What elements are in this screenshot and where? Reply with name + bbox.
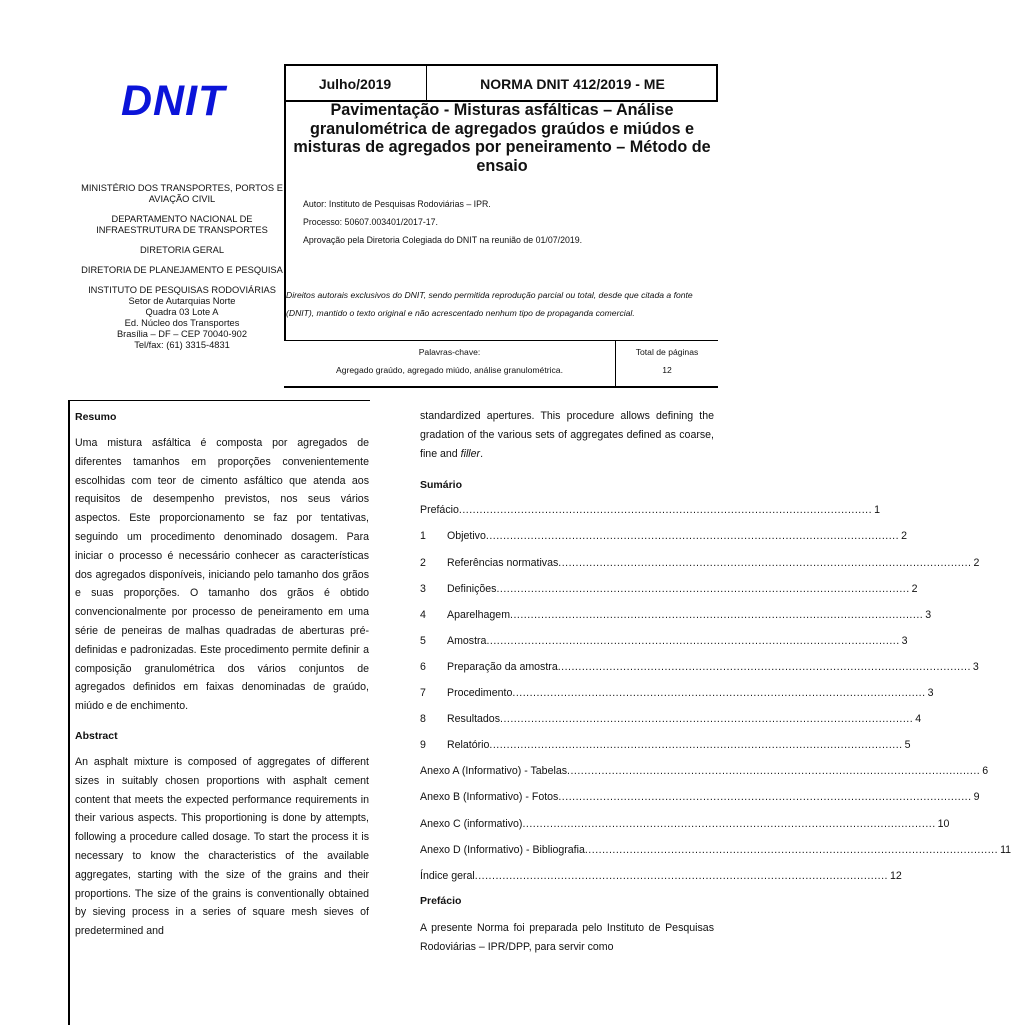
toc-item[interactable] xyxy=(420,632,908,658)
toc-item[interactable] xyxy=(420,501,880,527)
toc-leader-dots: ........................................................................................................................ xyxy=(500,713,914,726)
toc-item-page: 4 xyxy=(915,713,922,726)
copyright-notice: Direitos autorais exclusivos do DNIT, sendo permitida reprodução parcial ou total, desde que citada a fonte (DNIT), mantido o texto original e não acrescentado nenhum tipo de propaganda comercial. xyxy=(286,290,693,318)
total-pages-cell xyxy=(616,341,718,386)
toc-leader-dots: ........................................................................................................................ xyxy=(489,739,903,752)
toc-item-page: 2 xyxy=(973,556,980,569)
toc-item-number: 5 xyxy=(420,634,426,647)
table-of-contents xyxy=(420,501,1011,892)
address-line: Setor de Autarquias Norte xyxy=(128,296,236,306)
toc-item[interactable] xyxy=(420,762,989,788)
toc-item[interactable] xyxy=(420,710,922,736)
toc-item-label: Anexo C (informativo) xyxy=(420,817,523,830)
toc-leader-dots: ........................................................................................................................ xyxy=(567,765,981,778)
right-column xyxy=(420,407,1011,964)
toc-item[interactable] xyxy=(420,684,934,710)
author-line: Autor: Instituto de Pesquisas Rodoviárias – IPR. xyxy=(303,199,491,209)
resumo-text: Uma mistura asfáltica é composta por agregados de diferentes tamanhos em proporções convenientemente escolhidas com teor de cimento asfáltico que atenda aos requisitos de desempenho previstos, nos seus vários aspectos. Este proporcionamento se faz por tentativas, seguindo um procedimento denominado dosagem. Para iniciar o processo é necessário conhecer as características dos agregados disponíveis, iniciando pelo tamanho dos grãos e suas proporções. O tamanho dos grãos é obtido convencionalmente por processo de peneiramento em uma série de peneiras de malhas quadradas de aberturas pré-definidas e padronizadas. Este procedimento permite definir a composição granulométrica dos vários conjuntos de agregados definidos em faixas denominadas de graúdo, miúdo e de enchimento. xyxy=(75,437,369,713)
toc-item-number: 1 xyxy=(420,530,426,543)
toc-item-label: Prefácio xyxy=(420,504,459,517)
address-line: Tel/fax: (61) 3315-4831 xyxy=(134,340,230,350)
toc-item-number: 3 xyxy=(420,582,426,595)
toc-item-label: Relatório xyxy=(447,739,490,752)
abstract-continuation-text: standardized apertures. This procedure allows defining the gradation of the various sets of aggregates defined as coarse, fine and xyxy=(420,410,714,460)
toc-item-label: Definições xyxy=(447,582,497,595)
toc-item[interactable] xyxy=(420,527,907,553)
address-line: Quadra 03 Lote A xyxy=(145,307,219,317)
toc-item-number: 7 xyxy=(420,687,426,700)
ministry-block xyxy=(76,183,288,351)
toc-leader-dots: ........................................................................................................................ xyxy=(486,634,900,647)
toc-item-number: 6 xyxy=(420,660,426,673)
toc-leader-dots: ........................................................................................................................ xyxy=(522,817,936,830)
toc-leader-dots: ........................................................................................................................ xyxy=(485,530,900,543)
keywords-value: Agregado graúdo, agregado miúdo, análise granulométrica. xyxy=(336,365,563,375)
ministry-line: DIRETORIA GERAL xyxy=(139,245,225,255)
toc-item-page: 3 xyxy=(925,608,932,621)
header-right-border xyxy=(716,64,718,102)
toc-item-number: 8 xyxy=(420,713,426,726)
toc-item-number: 9 xyxy=(420,739,426,752)
ministry-line: MINISTÉRIO DOS TRANSPORTES, PORTOS E AVIAÇÃO CIVIL xyxy=(81,183,283,204)
toc-leader-dots: ........................................................................................................................ xyxy=(558,791,972,804)
toc-item[interactable] xyxy=(420,736,911,762)
toc-item-number: 2 xyxy=(420,556,426,569)
keywords-label: Palavras-chave: xyxy=(418,347,481,357)
abstract-text: An asphalt mixture is composed of aggregates of different sizes in suitably chosen proportions with asphalt cement content that meets the expected performance requirements in their various aspects. This proportioning is done by attempts, following a procedure called dosage. To start the process it is necessary to know the characteristics of the available aggregates, starting with the size of the grains and their proportions. The size of the grains is conventionally obtained by sieving process in a series of square mesh sieves of predetermined and xyxy=(75,755,369,938)
toc-item-page: 6 xyxy=(982,765,989,778)
toc-item[interactable] xyxy=(420,606,932,632)
toc-item-page: 3 xyxy=(972,660,979,673)
total-pages-label: Total de páginas xyxy=(635,347,699,357)
toc-item[interactable] xyxy=(420,815,950,841)
toc-item[interactable] xyxy=(420,554,980,580)
toc-item-page: 2 xyxy=(901,530,907,543)
toc-item-page: 5 xyxy=(904,739,911,752)
approval-line: Aprovação pela Diretoria Colegiada do DNIT na reunião de 01/07/2019. xyxy=(303,235,583,245)
address-block xyxy=(76,296,288,351)
toc-leader-dots: ........................................................................................................................ xyxy=(510,608,924,621)
toc-leader-dots: ........................................................................................................................ xyxy=(458,504,873,517)
toc-item-page: 1 xyxy=(874,504,880,517)
abstract-heading: Abstract xyxy=(75,729,118,742)
toc-item-number: 4 xyxy=(420,608,426,621)
toc-item-page: 9 xyxy=(973,791,980,804)
toc-item-label: Anexo D (Informativo) - Bibliografia xyxy=(420,843,585,856)
toc-item[interactable] xyxy=(420,580,918,606)
resumo-heading: Resumo xyxy=(75,411,117,423)
keywords-cell xyxy=(284,341,616,386)
toc-item-label: Aparelhagem xyxy=(447,608,511,621)
total-pages-value: 12 xyxy=(662,365,672,375)
toc-leader-dots: ........................................................................................................................ xyxy=(558,556,972,569)
ministry-line: DEPARTAMENTO NACIONAL DE INFRAESTRUTURA DE TRANSPORTES xyxy=(96,214,268,235)
address-line: Brasília – DF – CEP 70040-902 xyxy=(116,329,248,339)
toc-leader-dots: ........................................................................................................................ xyxy=(474,869,888,882)
document-meta xyxy=(303,195,582,249)
header-top-row xyxy=(284,64,718,102)
prefacio-text: A presente Norma foi preparada pelo Instituto de Pesquisas Rodoviárias – IPR/DPP, para servir como xyxy=(420,921,714,953)
toc-item-label: Índice geral xyxy=(420,869,475,882)
toc-item-page: 11 xyxy=(1000,843,1011,856)
process-line: Processo: 50607.003401/2017-17. xyxy=(303,217,438,227)
ministry-line: DIRETORIA DE PLANEJAMENTO E PESQUISA xyxy=(81,265,283,275)
dnit-logo: DNIT xyxy=(121,77,226,125)
abstract-continuation-italic: filler xyxy=(460,447,481,460)
abstract-continuation-end: . xyxy=(480,447,484,460)
toc-item-page: 3 xyxy=(901,634,908,647)
toc-item-page: 10 xyxy=(937,817,950,830)
toc-item[interactable] xyxy=(420,841,1011,867)
toc-item-label: Referências normativas xyxy=(447,556,559,569)
toc-item-label: Resultados xyxy=(447,713,500,726)
document-title: Pavimentação - Misturas asfálticas – Análise granulométrica de agregados graúdos e miúdos e misturas de agregados por peneiramento – Método de ensaio xyxy=(293,101,711,175)
toc-leader-dots: ........................................................................................................................ xyxy=(496,582,910,595)
toc-item[interactable] xyxy=(420,658,979,684)
toc-item-page: 12 xyxy=(889,869,902,882)
toc-leader-dots: ........................................................................................................................ xyxy=(512,687,926,700)
left-column xyxy=(68,400,370,1025)
address-line: Ed. Núcleo dos Transportes xyxy=(124,318,240,328)
ministry-line: INSTITUTO DE PESQUISAS RODOVIÁRIAS xyxy=(88,285,276,295)
norm-number: NORMA DNIT 412/2019 - ME xyxy=(480,76,665,92)
toc-item[interactable] xyxy=(420,788,980,814)
keywords-row xyxy=(284,340,718,388)
toc-item-label: Procedimento xyxy=(447,687,513,700)
toc-item-label: Amostra xyxy=(447,634,487,647)
toc-item-label: Anexo A (Informativo) - Tabelas xyxy=(420,765,568,778)
abstract-continuation xyxy=(420,407,714,463)
toc-leader-dots: ........................................................................................................................ xyxy=(557,660,971,673)
toc-item-label: Anexo B (Informativo) - Fotos xyxy=(420,791,559,804)
prefacio-heading: Prefácio xyxy=(420,894,462,907)
toc-item-label: Objetivo xyxy=(447,530,486,543)
toc-leader-dots: ........................................................................................................................ xyxy=(584,843,999,856)
norm-date: Julho/2019 xyxy=(284,66,427,100)
toc-item-label: Preparação da amostra xyxy=(447,660,558,673)
toc-item-page: 2 xyxy=(911,582,918,595)
toc-item-page: 3 xyxy=(927,687,934,700)
sumario-heading: Sumário xyxy=(420,479,463,492)
toc-item[interactable] xyxy=(420,867,902,893)
